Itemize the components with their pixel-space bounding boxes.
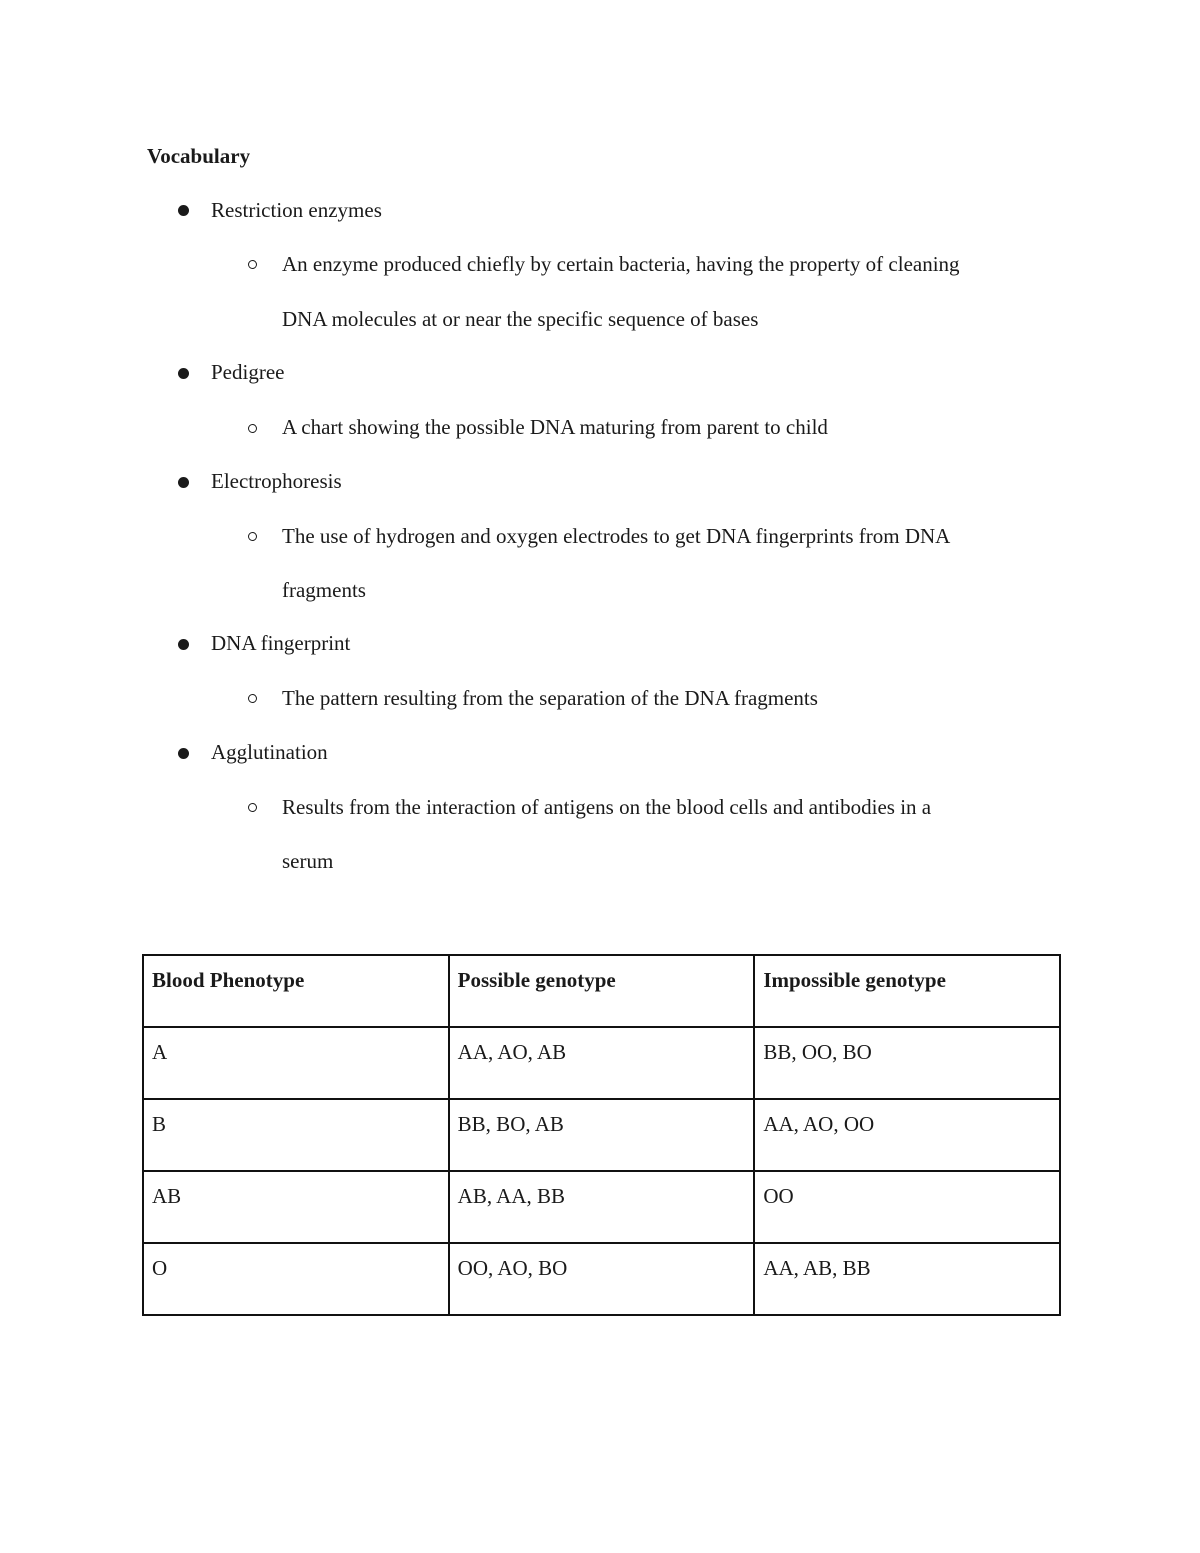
vocabulary-heading: Vocabulary (147, 144, 251, 168)
header-possible-genotype: Possible genotype (449, 955, 755, 1027)
bullet-icon (178, 639, 189, 650)
vocab-definition-line: The use of hydrogen and oxygen electrodes to get DNA fingerprints from DNA (282, 524, 951, 548)
sub-bullet-icon (248, 803, 257, 812)
table-row (143, 1171, 1060, 1243)
table-cell: AA, AO, OO (754, 1099, 1060, 1171)
vocab-definition-line: fragments (282, 578, 366, 602)
table-cell: AB, AA, BB (449, 1171, 755, 1243)
table-cell: O (143, 1243, 449, 1315)
table-row (143, 1099, 1060, 1171)
bullet-icon (178, 368, 189, 379)
vocab-definition-line: The pattern resulting from the separation of the DNA fragments (282, 686, 818, 710)
vocab-term-agglutination: Agglutination (211, 740, 328, 764)
vocab-term-electrophoresis: Electrophoresis (211, 469, 342, 493)
vocab-definition-line: serum (282, 849, 334, 873)
vocab-definition-line: DNA molecules at or near the specific sequence of bases (282, 307, 759, 331)
sub-bullet-icon (248, 260, 257, 269)
table-cell: AA, AB, BB (754, 1243, 1060, 1315)
table-cell: A (143, 1027, 449, 1099)
table-header-row (143, 955, 1060, 1027)
bullet-icon (178, 205, 189, 216)
table-cell: B (143, 1099, 449, 1171)
vocab-definition-line: A chart showing the possible DNA maturing from parent to child (282, 415, 828, 439)
table-cell: BB, BO, AB (449, 1099, 755, 1171)
table-row (143, 1243, 1060, 1315)
table-cell: BB, OO, BO (754, 1027, 1060, 1099)
table-cell: OO (754, 1171, 1060, 1243)
bullet-icon (178, 748, 189, 759)
header-blood-phenotype: Blood Phenotype (143, 955, 449, 1027)
table-cell: AB (143, 1171, 449, 1243)
header-impossible-genotype: Impossible genotype (754, 955, 1060, 1027)
vocab-term-pedigree: Pedigree (211, 360, 285, 384)
sub-bullet-icon (248, 424, 257, 433)
sub-bullet-icon (248, 694, 257, 703)
vocab-definition-line: Results from the interaction of antigens on the blood cells and antibodies in a (282, 795, 932, 819)
blood-type-table (142, 954, 1061, 1316)
table-row (143, 1027, 1060, 1099)
vocab-definition-line: An enzyme produced chiefly by certain bacteria, having the property of cleaning (282, 252, 960, 276)
vocab-term-restriction-enzymes: Restriction enzymes (211, 198, 382, 222)
vocab-term-dna-fingerprint: DNA fingerprint (211, 631, 351, 655)
table-cell: OO, AO, BO (449, 1243, 755, 1315)
bullet-icon (178, 477, 189, 488)
sub-bullet-icon (248, 532, 257, 541)
table-cell: AA, AO, AB (449, 1027, 755, 1099)
